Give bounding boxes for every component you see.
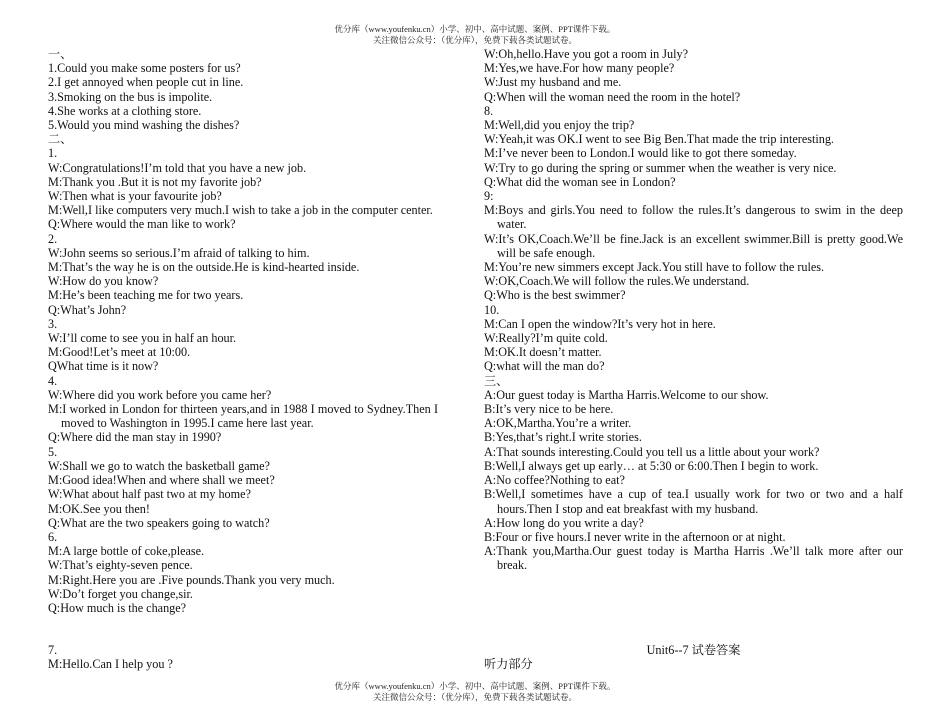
text-line: W:Try to go during the spring or summer when the weather is very nice. <box>484 160 837 175</box>
text-line: M:I worked in London for thirteen years,and in 1988 I moved to Sydney.Then I moved to Washington in 1995.I came here last year. <box>48 402 438 431</box>
section-heading: 听力部分 <box>484 657 533 672</box>
text-line: 3. <box>48 316 58 331</box>
text-line: W:Just my husband and me. <box>484 75 622 90</box>
text-line: 8. <box>484 103 494 118</box>
text-line: Q:Where did the man stay in 1990? <box>48 430 222 445</box>
text-line: 1.Could you make some posters for us? <box>48 61 241 76</box>
text-line: Q:When will the woman need the room in the hotel? <box>484 89 741 104</box>
text-line: 2. <box>48 231 58 246</box>
text-line: M:Hello.Can I help you ? <box>48 657 173 672</box>
text-line: 三、 <box>484 373 509 388</box>
text-line: M:Good!Let’s meet at 10:00. <box>48 345 191 360</box>
text-line: M:OK.See you then! <box>48 501 150 516</box>
page-footer <box>0 681 950 702</box>
text-line: B:Well,I sometimes have a cup of tea.I usually work for two or two and a half hours.Then I stop and eat breakfast with my husband. <box>484 487 903 516</box>
text-line: 3.Smoking on the bus is impolite. <box>48 89 213 104</box>
text-line: 9: <box>484 189 494 204</box>
text-line: W:John seems so serious.I’m afraid of talking to him. <box>48 245 310 260</box>
text-line: 7. <box>48 643 58 657</box>
text-line: M:I’ve never been to London.I would like to got there someday. <box>484 146 797 161</box>
text-line: M:Boys and girls.You need to follow the rules.It’s dangerous to swim in the deep water. <box>484 203 903 232</box>
text-line: A:No coffee?Nothing to eat? <box>484 473 625 488</box>
text-line: QWhat time is it now? <box>48 359 159 374</box>
left-column <box>48 47 438 615</box>
text-line: M:OK.It doesn’t matter. <box>484 345 602 360</box>
text-line: 1. <box>48 146 58 161</box>
header-line-2: 关注微信公众号：（优分库），免费下载各类试题试卷。 <box>372 34 577 45</box>
text-line: B:It’s very nice to be here. <box>484 402 614 417</box>
text-line: W:OK,Coach.We will follow the rules.We understand. <box>484 274 750 289</box>
text-line: M:Well,I like computers very much.I wish to take a job in the computer center. <box>48 203 433 218</box>
text-line: Q:How much is the change? <box>48 600 187 615</box>
text-line: W:Do’t forget you change,sir. <box>48 586 193 601</box>
text-line: M:Thank you .But it is not my favorite job? <box>48 174 262 189</box>
text-line: A:Thank you,Martha.Our guest today is Martha Harris .We’ll talk more after our break. <box>484 544 903 573</box>
text-line: A:How long do you write a day? <box>484 515 644 530</box>
text-line: M:You’re new simmers except Jack.You still have to follow the rules. <box>484 260 825 275</box>
text-line: Q:what will the man do? <box>484 359 605 374</box>
text-line: W:It’s OK,Coach.We’ll be fine.Jack is an excellent swimmer.Bill is pretty good.We will be safe enough. <box>484 231 903 260</box>
answer-key-title: Unit6--7 试卷答案 <box>646 643 741 657</box>
text-line: M:Well,did you enjoy the trip? <box>484 118 635 133</box>
text-line: 6. <box>48 529 58 544</box>
text-line: A:That sounds interesting.Could you tell us a little about your work? <box>484 444 820 459</box>
text-line: 10. <box>484 302 500 317</box>
text-line: 5. <box>48 444 58 459</box>
text-line: Q:What are the two speakers going to watch? <box>48 515 270 530</box>
text-line: A:Our guest today is Martha Harris.Welcome to our show. <box>484 387 769 402</box>
text-line: W:That’s eighty-seven pence. <box>48 558 193 573</box>
text-line: M:Right.Here you are .Five pounds.Thank you very much. <box>48 572 335 587</box>
text-line: W:I’ll come to see you in half an hour. <box>48 331 237 346</box>
text-line: B:Well,I always get up early… at 5:30 or 6:00.Then I begin to work. <box>484 458 819 473</box>
text-line: W:Congratulations!I’m told that you have a new job. <box>48 160 307 175</box>
text-line: 二、 <box>48 132 73 147</box>
text-line: W:Where did you work before you came her? <box>48 387 272 402</box>
text-line: 一、 <box>48 47 73 61</box>
text-line: A:OK,Martha.You’re a writer. <box>484 416 632 431</box>
header-line-1: 优分库（www.youfenku.cn）小学、初中、高中试题、案例、PPT课件下载。 <box>334 24 616 34</box>
right-column <box>484 47 903 573</box>
text-line: 5.Would you mind washing the dishes? <box>48 118 240 133</box>
text-line: B:Four or five hours.I never write in the afternoon or at night. <box>484 529 786 544</box>
text-line: Q:What did the woman see in London? <box>484 174 676 189</box>
text-line: Q:Who is the best swimmer? <box>484 288 626 303</box>
footer-line-1: 优分库（www.youfenku.cn）小学、初中、高中试题、案例、PPT课件下载。 <box>334 681 616 691</box>
text-line: M:Yes,we have.For how many people? <box>484 61 675 76</box>
text-line: W:Then what is your favourite job? <box>48 189 222 204</box>
text-line: M:That’s the way he is on the outside.He is kind-hearted inside. <box>48 260 360 275</box>
text-line: M:A large bottle of coke,please. <box>48 544 205 559</box>
text-line: W:Oh,hello.Have you got a room in July? <box>484 47 688 61</box>
left-column-bottom <box>48 643 173 671</box>
text-line: W:Yeah,it was OK.I went to see Big Ben.That made the trip interesting. <box>484 132 834 147</box>
text-line: 4.She works at a clothing store. <box>48 103 202 118</box>
footer-line-2: 关注微信公众号：（优分库），免费下载各类试题试卷。 <box>372 691 577 702</box>
text-line: 2.I get annoyed when people cut in line. <box>48 75 244 90</box>
text-line: 4. <box>48 373 58 388</box>
text-line: M:Good idea!When and where shall we meet? <box>48 473 275 488</box>
text-line: M:He’s been teaching me for two years. <box>48 288 244 303</box>
text-line: W:How do you know? <box>48 274 159 289</box>
text-line: Q:Where would the man like to work? <box>48 217 236 232</box>
text-line: W:What about half past two at my home? <box>48 487 251 502</box>
text-line: M:Can I open the window?It’s very hot in here. <box>484 316 716 331</box>
text-line: Q:What’s John? <box>48 302 127 317</box>
page-header <box>0 24 950 45</box>
right-column-bottom <box>484 643 903 671</box>
text-line: W:Shall we go to watch the basketball game? <box>48 458 270 473</box>
text-line: B:Yes,that’s right.I write stories. <box>484 430 642 445</box>
text-line: W:Really?I’m quite cold. <box>484 331 608 346</box>
